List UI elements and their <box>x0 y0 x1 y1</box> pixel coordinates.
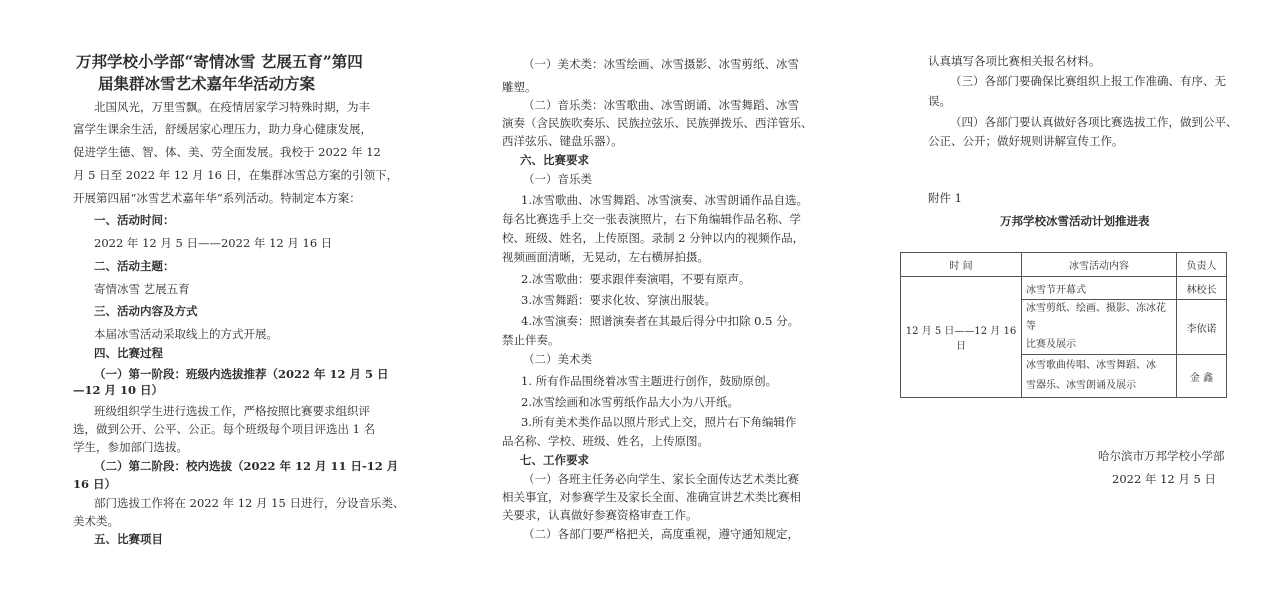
plan-table <box>900 252 1227 398</box>
body-line: 雕塑。 <box>502 80 537 94</box>
body-line: 公正、公开；做好规则讲解宣传工作。 <box>928 134 1124 148</box>
body-line: 1.冰雪歌曲、冰雪舞蹈、冰雪演奏、冰雪朗诵作品自选。 <box>521 193 808 207</box>
subsection-heading: 16 日） <box>73 477 117 491</box>
body-line: 认真填写各项比赛相关报名材料。 <box>928 54 1101 68</box>
table-row <box>901 277 1227 300</box>
section-heading: 七、工作要求 <box>520 453 589 467</box>
body-line: （四）各部门要认真做好各项比赛选拔工作，做到公平、 <box>950 115 1238 129</box>
body-line: 班级组织学生进行选拔工作，严格按照比赛要求组织评 <box>94 404 370 418</box>
section-heading: 三、活动内容及方式 <box>94 304 198 318</box>
signature-date: 2022 年 12 月 5 日 <box>1112 472 1216 486</box>
body-line: 3.所有美术类作品以照片形式上交，照片右下角编辑作 <box>521 415 797 429</box>
body-line: （二）各部门要严格把关，高度重视，遵守通知规定， <box>523 527 799 541</box>
body-line: 西洋弦乐、键盘乐器）。 <box>502 134 623 148</box>
body-line: 本届冰雪活动采取线上的方式开展。 <box>94 327 278 341</box>
signature-org: 哈尔滨市万邦学校小学部 <box>1098 449 1225 463</box>
content-cell <box>1022 277 1177 300</box>
body-line: 4.冰雪演奏：照谱演奏者在其最后得分中扣除 0.5 分。 <box>521 314 800 328</box>
body-line: 学生，参加部门选拔。 <box>73 440 188 454</box>
intro-line: 富学生课余生活，舒缓居家心理压力，助力身心健康发展， <box>73 122 372 136</box>
body-line: 关要求，认真做好参赛资格审查工作。 <box>502 508 698 522</box>
body-line: 演奏（含民族吹奏乐、民族拉弦乐、民族弹拨乐、西洋管乐、 <box>502 116 813 130</box>
subsection-heading: —12 月 10 日） <box>73 383 164 397</box>
body-line: 相关事宜，对参赛学生及家长全面、准确宣讲艺术类比赛相 <box>502 490 801 504</box>
content-text: 比赛及展示 <box>1026 339 1076 350</box>
person-cell: 林校长 <box>1177 277 1227 300</box>
person-cell: 金 鑫 <box>1177 355 1227 398</box>
table-header-row <box>901 253 1227 277</box>
date-cell: 12 月 5 日——12 月 16 日 <box>901 277 1022 398</box>
section-heading: 五、比赛项目 <box>94 532 163 546</box>
content-cell <box>1022 355 1177 398</box>
header-content: 冰雪活动内容 <box>1022 253 1177 277</box>
doc-title-line-1: 万邦学校小学部“寄情冰雪 艺展五育”第四 <box>76 52 363 71</box>
body-line: 品名称、学校、班级、姓名，上传原图。 <box>502 434 709 448</box>
intro-line: 月 5 日至 2022 年 12 月 16 日，在集群冰雪总方案的引领下， <box>73 168 399 182</box>
body-line: 视频画面清晰，无晃动，左右横屏拍摄。 <box>502 250 709 264</box>
body-line: 2.冰雪绘画和冰雪剪纸作品大小为八开纸。 <box>521 395 739 409</box>
content-text: 冰雪剪纸、绘画、摄影、冻冰花等 <box>1026 303 1166 332</box>
person-cell: 李依诺 <box>1177 300 1227 355</box>
body-line: 校、班级、姓名，上传原图。录制 2 分钟以内的视频作品， <box>502 231 805 245</box>
intro-line: 北国风光，万里雪飘。在疫情居家学习特殊时期，为丰 <box>94 100 370 114</box>
content-cell <box>1022 300 1177 355</box>
section-heading: 六、比赛要求 <box>520 153 589 167</box>
body-line: 每名比赛选手上交一张表演照片，右下角编辑作品名称、学 <box>502 212 801 226</box>
subsection-heading: （一）音乐类 <box>523 172 592 186</box>
body-line: 误。 <box>928 94 951 108</box>
section-heading: 四、比赛过程 <box>94 346 163 360</box>
body-line: 选，做到公开、公平、公正。每个班级每个项目评选出 1 名 <box>73 422 376 436</box>
body-line: 禁止伴奏。 <box>502 333 560 347</box>
body-line: 1. 所有作品围绕着冰雪主题进行创作，鼓励原创。 <box>521 374 778 388</box>
body-line: （一）美术类：冰雪绘画、冰雪摄影、冰雪剪纸、冰雪 <box>523 57 799 71</box>
content-text: 雪器乐、冰雪朗诵及展示 <box>1026 380 1136 391</box>
attachment-label: 附件 1 <box>928 191 962 205</box>
body-line: 部门选拔工作将在 2022 年 12 月 15 日进行，分设音乐类、 <box>94 496 405 510</box>
subsection-heading: （二）美术类 <box>523 352 592 366</box>
subsection-heading: （二）第二阶段：校内选拔（2022 年 12 月 11 日-12 月 <box>94 459 399 473</box>
body-line: 3.冰雪舞蹈：要求化妆、穿演出服装。 <box>521 293 716 307</box>
body-line: 2.冰雪歌曲：要求跟伴奏演唱，不要有原声。 <box>521 272 751 286</box>
section-heading: 一、活动时间： <box>94 213 175 227</box>
body-line: 寄情冰雪 艺展五育 <box>94 282 190 296</box>
doc-title-line-2: 届集群冰雪艺术嘉年华活动方案 <box>98 74 316 93</box>
body-line: （一）各班主任务必向学生、家长全面传达艺术类比赛 <box>523 472 799 486</box>
content-text: 冰雪节开幕式 <box>1026 284 1086 296</box>
header-person: 负责人 <box>1177 253 1227 277</box>
header-time: 时 间 <box>901 253 1022 277</box>
subsection-heading: （一）第一阶段：班级内选拔推荐（2022 年 12 月 5 日 <box>94 367 389 381</box>
intro-line: 促进学生德、智、体、美、劳全面发展。我校于 2022 年 12 <box>73 145 381 159</box>
content-text: 冰雪歌曲传唱、冰雪舞蹈、冰 <box>1026 360 1156 371</box>
table-title: 万邦学校冰雪活动计划推进表 <box>1000 214 1150 228</box>
body-line: 2022 年 12 月 5 日——2022 年 12 月 16 日 <box>94 236 333 250</box>
body-line: （三）各部门要确保比赛组织上报工作准确、有序、无 <box>950 74 1226 88</box>
body-line: （二）音乐类：冰雪歌曲、冰雪朗诵、冰雪舞蹈、冰雪 <box>523 98 799 112</box>
section-heading: 二、活动主题： <box>94 259 175 273</box>
intro-line: 开展第四届“冰雪艺术嘉年华”系列活动。特制定本方案： <box>73 191 361 205</box>
body-line: 美术类。 <box>73 514 119 528</box>
